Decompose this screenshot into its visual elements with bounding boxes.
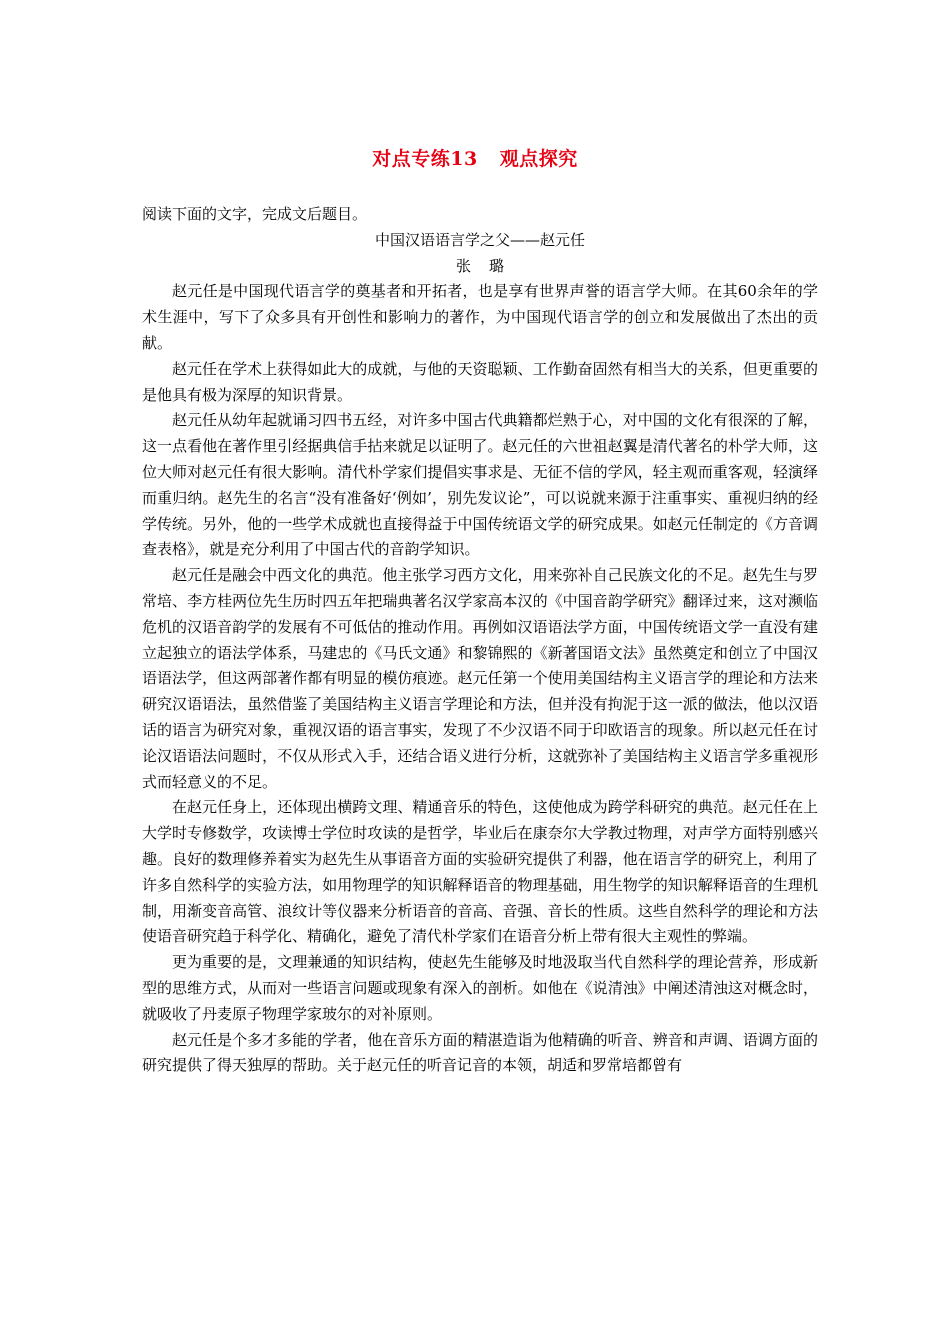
document-body bbox=[142, 202, 818, 1079]
paragraph: 赵元任从幼年起就诵习四书五经，对许多中国古代典籍都烂熟于心，对中国的文化有很深的了解，这一点看他在著作里引经据典信手拈来就足以证明了。赵元任的六世祖赵翼是清代著名的朴学大师，这位大师对赵元任有很大影响。清代朴学家们提倡实事求是、无征不信的学风，轻主观而重客观，轻演绎而重归纳。赵先生的名言“没有准备好‘例如’，别先发议论”，可以说就来源于注重事实、重视归纳的经学传统。另外，他的一些学术成就也直接得益于中国传统语文学的研究成果。如赵元任制定的《方音调查表格》，就是充分利用了中国古代的音韵学知识。 bbox=[142, 411, 818, 559]
article-author bbox=[142, 254, 818, 280]
article-title: 中国汉语语言学之父——赵元任 bbox=[374, 230, 585, 249]
paragraph: 赵元任是个多才多能的学者，他在音乐方面的精湛造诣为他精确的听音、辨音和声调、语调方面的研究提供了得天独厚的帮助。关于赵元任的听音记音的本领，胡适和罗常培都曾有 bbox=[142, 1030, 818, 1075]
instruction-text: 阅读下面的文字，完成文后题目。 bbox=[142, 205, 368, 223]
paragraph: 赵元任是融会中西文化的典范。他主张学习西方文化，用来弥补自己民族文化的不足。赵先生与罗常培、李方桂两位先生历时四五年把瑞典著名汉学家高本汉的《中国音韵学研究》翻译过来，这对濒临危机的汉语音韵学的发展有不可低估的推动作用。再例如汉语语法学方面，中国传统语文学一直没有建立起独立的语法学体系，马建忠的《马氏文通》和黎锦熙的《新著国语文法》虽然奠定和创立了中国汉语语法学，但这两部著作都有明显的模仿痕迹。赵元任第一个使用美国结构主义语言学的理论和方法来研究汉语语法，虽然借鉴了美国结构主义语言学理论和方法，但并没有拘泥于这一派的做法，他以汉语话的语言为研究对象，重视汉语的语言事实，发现了不少汉语不同于印欧语言的现象。所以赵元任在讨论汉语语法问题时，不仅从形式入手，还结合语义进行分析，这就弥补了美国结构主义语言学多重视形式而轻意义的不足。 bbox=[142, 566, 818, 791]
author-first-char: 张 bbox=[455, 256, 471, 275]
paragraph: 更为重要的是，文理兼通的知识结构，使赵先生能够及时地汲取当代自然科学的理论营养，形成新型的思维方式，从而对一些语言问题或现象有深入的剖析。如他在《说清浊》中阐述清浊这对概念时，就吸收了丹麦原子物理学家玻尔的对补原则。 bbox=[142, 953, 818, 1023]
page-title bbox=[0, 144, 950, 171]
paragraph: 在赵元任身上，还体现出横跨文理、精通音乐的特色，这使他成为跨学科研究的典范。赵元任在上大学时专修数学，攻读博士学位时攻读的是哲学，毕业后在康奈尔大学教过物理，对声学方面特别感兴趣。良好的数理修养着实为赵先生从事语音方面的实验研究提供了利器，他在语言学的研究上，利用了许多自然科学的实验方法，如用物理学的知识解释语音的物理基础，用生物学的知识解释语音的生理机制，用渐变音高管、浪纹计等仪器来分析语音的音高、音强、音长的性质。这些自然科学的理论和方法使语音研究趋于科学化、精确化，避免了清代朴学家们在语音分析上带有很大主观性的弊端。 bbox=[142, 798, 818, 946]
paragraph: 赵元任在学术上获得如此大的成就，与他的天资聪颖、工作勤奋固然有相当大的关系，但更重要的是他具有极为深厚的知识背景。 bbox=[142, 359, 818, 404]
paragraph: 赵元任是中国现代语言学的奠基者和开拓者，也是享有世界声誉的语言学大师。在其60余年的学术生涯中，写下了众多具有开创性和影响力的著作，为中国现代语言学的创立和发展做出了杰出的贡献。 bbox=[142, 282, 818, 352]
title-part-2: 观点探究 bbox=[499, 148, 578, 170]
author-second-char: 璐 bbox=[489, 256, 505, 275]
title-part-1: 对点专练13 bbox=[372, 148, 478, 170]
